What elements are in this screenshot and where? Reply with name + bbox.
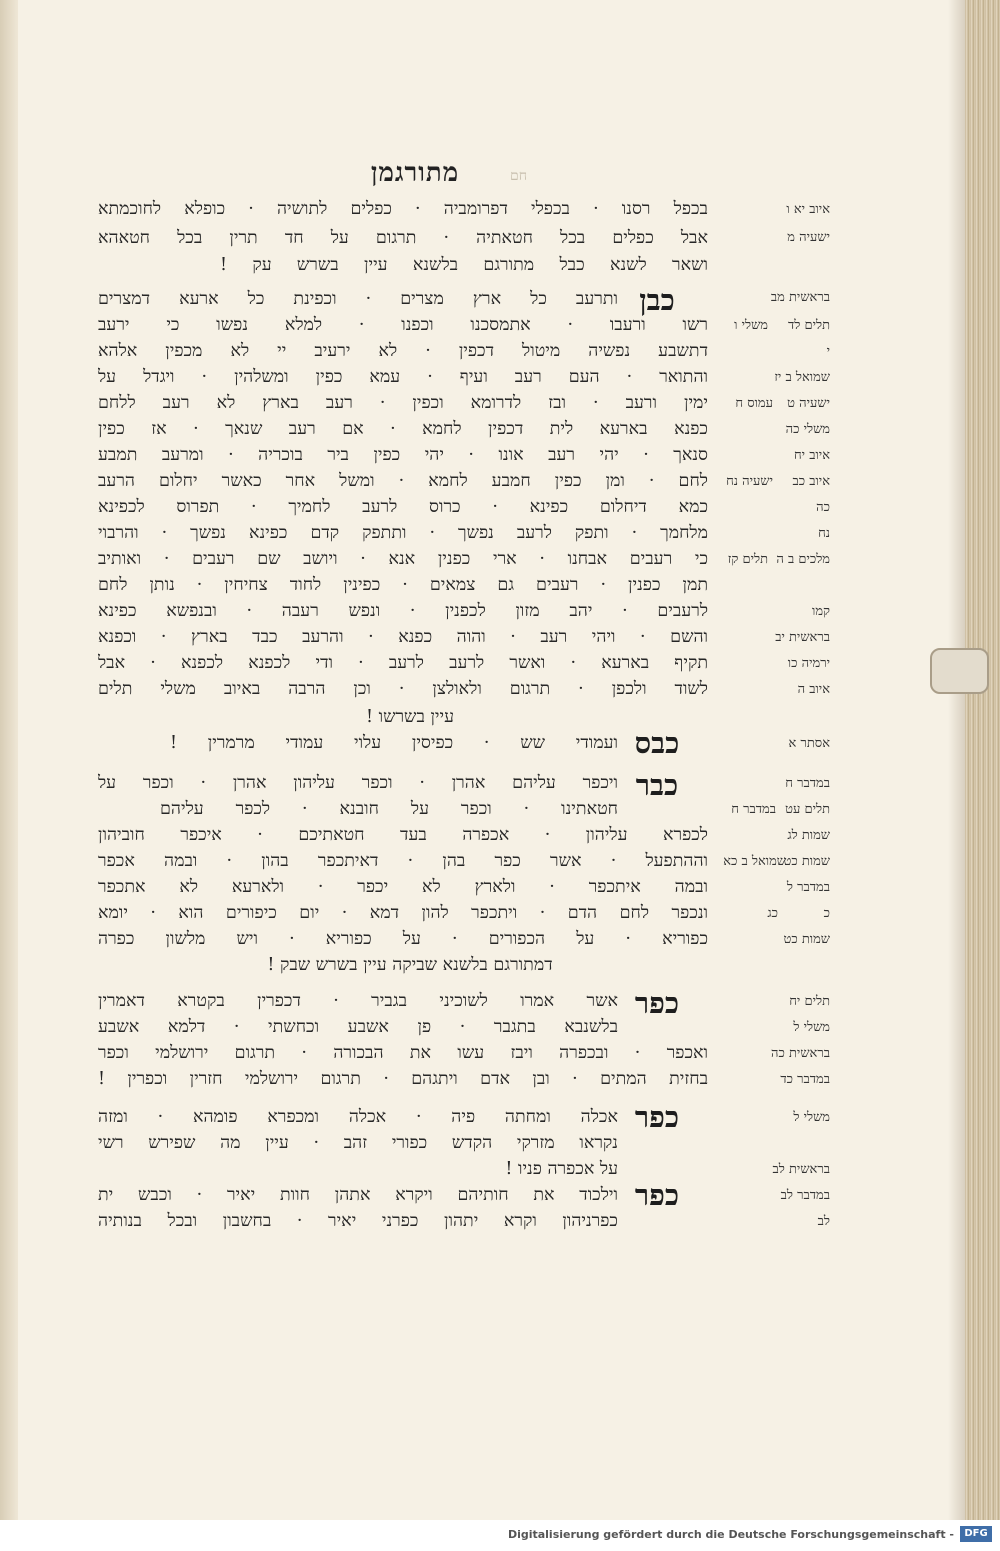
- margin-reference: י: [826, 344, 830, 359]
- text-line: תקיף בארעא · ואשר לרעב לרעב · ודי לכפנא לכפנא · אבל: [98, 653, 708, 673]
- margin-reference: משלי ו: [734, 318, 768, 333]
- entry-head: כפר: [634, 986, 680, 1020]
- margin-reference: תלים עט: [785, 802, 830, 817]
- margin-reference: תלים לד: [788, 318, 830, 333]
- text-line: דתשבע נפשיה מיטול דכפין · לא ירעיב יי לא מכפין אלהא: [98, 341, 708, 361]
- margin-reference: ישעיה מ: [787, 230, 830, 245]
- entry-head: כבס: [634, 726, 680, 760]
- footer-bar: [0, 1520, 1000, 1551]
- margin-reference: משלי ל: [793, 1020, 830, 1035]
- margin-reference: משלי כה: [785, 422, 830, 437]
- text-line: על אכפרה פניו !: [505, 1159, 618, 1179]
- margin-reference: אסתר א: [788, 736, 830, 751]
- margin-reference: כה: [816, 500, 830, 515]
- margin-reference: שמואל ב יז: [774, 370, 830, 385]
- margin-reference: בראשית לב: [772, 1162, 830, 1177]
- text-line: בכפל רסנו · בכפלי דפרומביה · כפלים לתושיה · כופלא לחוכמתא: [98, 199, 708, 219]
- margin-reference: שמות לג: [787, 828, 830, 843]
- text-line: ונכפר לחם הדם · ויתכפר להון דמא · יום כיפורים הוא · יומא: [98, 903, 708, 923]
- margin-reference: איוב יח: [793, 448, 830, 463]
- margin-reference: במדבר כד: [780, 1072, 830, 1087]
- text-line: ותרעב כל ארץ מצרים · וכפינת כל ארעא דמצרים: [98, 289, 618, 309]
- text-line: אבל כפלים בכל חטאתיה · תרגום על חד תרין בכל חטאהא: [98, 228, 708, 248]
- margin-reference: שמות כט: [783, 854, 830, 869]
- text-line: לכפרא עליהון · אכפרה בעד חטאתיכם · איכפר חוביהון: [98, 825, 708, 845]
- margin-reference: בראשית כה: [771, 1046, 830, 1061]
- text-line: כפוריא · על הכפורים · על כפוריא · ויש מלשון כפרה: [98, 929, 708, 949]
- margin-reference: תלים יח: [789, 994, 830, 1009]
- text-line: ימין ורעב · ובז לדרומא וכפין · רעב בארץ לא רעב ללחם: [98, 393, 708, 413]
- dfg-logo: DFG: [960, 1526, 992, 1542]
- text-line: מלחמך · ותפק לרעב נפשך · ותתפק קדם כפינא נפשך · והרבוי: [98, 523, 708, 543]
- text-line: לחם · ומן כפין חמבע לחמא · ומשל אחר כאשר יחלום הרעב: [98, 471, 708, 491]
- margin-reference: משלי ל: [793, 1110, 830, 1125]
- text-line: נקראו מזרקי הקדש כפורי זהב · עיין מה שפירש רשי: [98, 1133, 618, 1153]
- text-line: עיין בשרשו !: [366, 707, 454, 727]
- margin-reference: נח: [818, 526, 830, 541]
- text-line: ויכפר עליהם אהרן · וכפר עליהון אהרן · וכפר על: [98, 773, 618, 793]
- entry-head: כבר: [635, 768, 679, 802]
- margin-reference: במדבר ל: [786, 880, 830, 895]
- funding-notice: Digitalisierung gefördert durch die Deutsche Forschungsgemeinschaft -: [507, 1528, 954, 1541]
- margin-reference: איוב יא ו: [786, 202, 830, 217]
- margin-reference: לב: [817, 1214, 830, 1229]
- text-line: תמן כפנין · רעבים גם צמאים · כפינין לחוד צחיחין · נותן לחם: [98, 575, 708, 595]
- page-shadow: [948, 0, 966, 1520]
- text-line: רשו ורעבו · אתמסכנו וכפנו · למלא נפשו כי ירעב: [98, 315, 708, 335]
- margin-reference: במדבר ח: [731, 802, 776, 817]
- folio-number: חם: [510, 168, 528, 184]
- text-line: כפרניהון וקרא יתהון כפרני יאיר · בחשבון ובכל בנותיה: [98, 1211, 618, 1231]
- text-line: ועמודי שש · כפיסין עלוי עמודי מרמרין !: [170, 733, 618, 753]
- text-line: בלשנבא בתגבר · פן אשבע וכחשתי · דלמא אשבע: [98, 1017, 618, 1037]
- text-line: חטאתינו · וכפר על חובנא · לכפר עליהם: [160, 799, 618, 819]
- text-line: ושאר לשנא כבל מתורגם בלשנא עיין בשרש עק !: [220, 255, 708, 275]
- margin-reference: תלים קז: [727, 552, 768, 567]
- entry-head: כפר: [634, 1100, 680, 1134]
- text-line: אשר אמרו לשוכיני בגביר · דכפרין בקטרא דאמרין: [98, 991, 618, 1011]
- text-line: לשוד ולכפן · תרגום ולאולצן · וכן הרבה באיוב משלי תלים: [98, 679, 708, 699]
- margin-reference: במדבר ח: [785, 776, 830, 791]
- margin-reference: איוב כב: [792, 474, 830, 489]
- margin-reference: ישעיה ט: [787, 396, 830, 411]
- fore-edge: [965, 0, 1000, 1520]
- text-line: ואכפר · ובכפרה ויבז עשו את הבכורה · תרגום ירושלמי וכפר: [98, 1043, 708, 1063]
- margin-reference: עמוס ח: [735, 396, 773, 411]
- text-line: לרעבים · יהב מזון לכפנין · ונפש רעבה · ובנפשא כפינא: [98, 601, 708, 621]
- margin-reference: ישעיה נח: [726, 474, 773, 489]
- margin-reference: במדבר לב: [780, 1188, 830, 1203]
- text-line: ובמה איתכפר · ולארץ לא יכפר · ולארעא לא אתכפר: [98, 877, 708, 897]
- margin-reference: שמואל ב כא: [723, 854, 786, 869]
- running-head: מתורגמן: [370, 158, 460, 188]
- margin-reference: כג: [767, 906, 778, 921]
- text-line: אכלה ומחתה פיה · אכלה ומכפרא פומהא · ומזה: [98, 1107, 618, 1127]
- text-line: סנאך · יהי רעב אונו · יהי כפין ביר בוכריה · ומרעב תמבע: [98, 445, 708, 465]
- entry-head: כפר: [634, 1178, 680, 1212]
- entry-head: כבן: [639, 283, 675, 317]
- margin-reference: כ: [823, 906, 830, 921]
- margin-reference: קמו: [812, 604, 830, 619]
- margin-reference: ירמיה כו: [787, 656, 830, 671]
- binding-edge: [0, 0, 18, 1520]
- text-line: בחזית המתים · ובן אדם ויתגהם · תרגום ירושלמי חזרין וכפרין !: [98, 1069, 708, 1089]
- margin-reference: שמות כט: [783, 932, 830, 947]
- text-line: כפנא בארעא לית דכפין לחמא · אם רעב שנאך · אז כפין: [98, 419, 708, 439]
- text-line: והתואר · העם רעב ועיף · עמא כפין ומשלהין · ויגדל על: [98, 367, 708, 387]
- thumb-tab: [930, 648, 989, 694]
- margin-reference: מלכים ב ה: [776, 552, 830, 567]
- margin-reference: בראשית יב: [775, 630, 830, 645]
- text-line: וילכוד את חותיהם ויקרא אתהן חוות יאיר · וכבש ית: [98, 1185, 618, 1205]
- text-line: וההתפעל · אשר כפר בהן · דאיתכפר בהון · ובמה אכפר: [98, 851, 708, 871]
- text-line: דמתורגם בלשנא שביקה עיין בשרש שבק !: [267, 955, 553, 975]
- text-line: כי רעבים אבחנו · ארי כפנין אנא · ויושב שם רעבים · ואותיב: [98, 549, 708, 569]
- margin-reference: בראשית מב: [770, 290, 830, 305]
- text-line: והשם · ויהי רעב · והוה כפנא · והרעב כבד בארץ · וכפנא: [98, 627, 708, 647]
- text-line: כמא דיחלום כפינא · כרוס לרעב לחמיך · תפרוס לכפינא: [98, 497, 708, 517]
- margin-reference: איוב ה: [797, 682, 830, 697]
